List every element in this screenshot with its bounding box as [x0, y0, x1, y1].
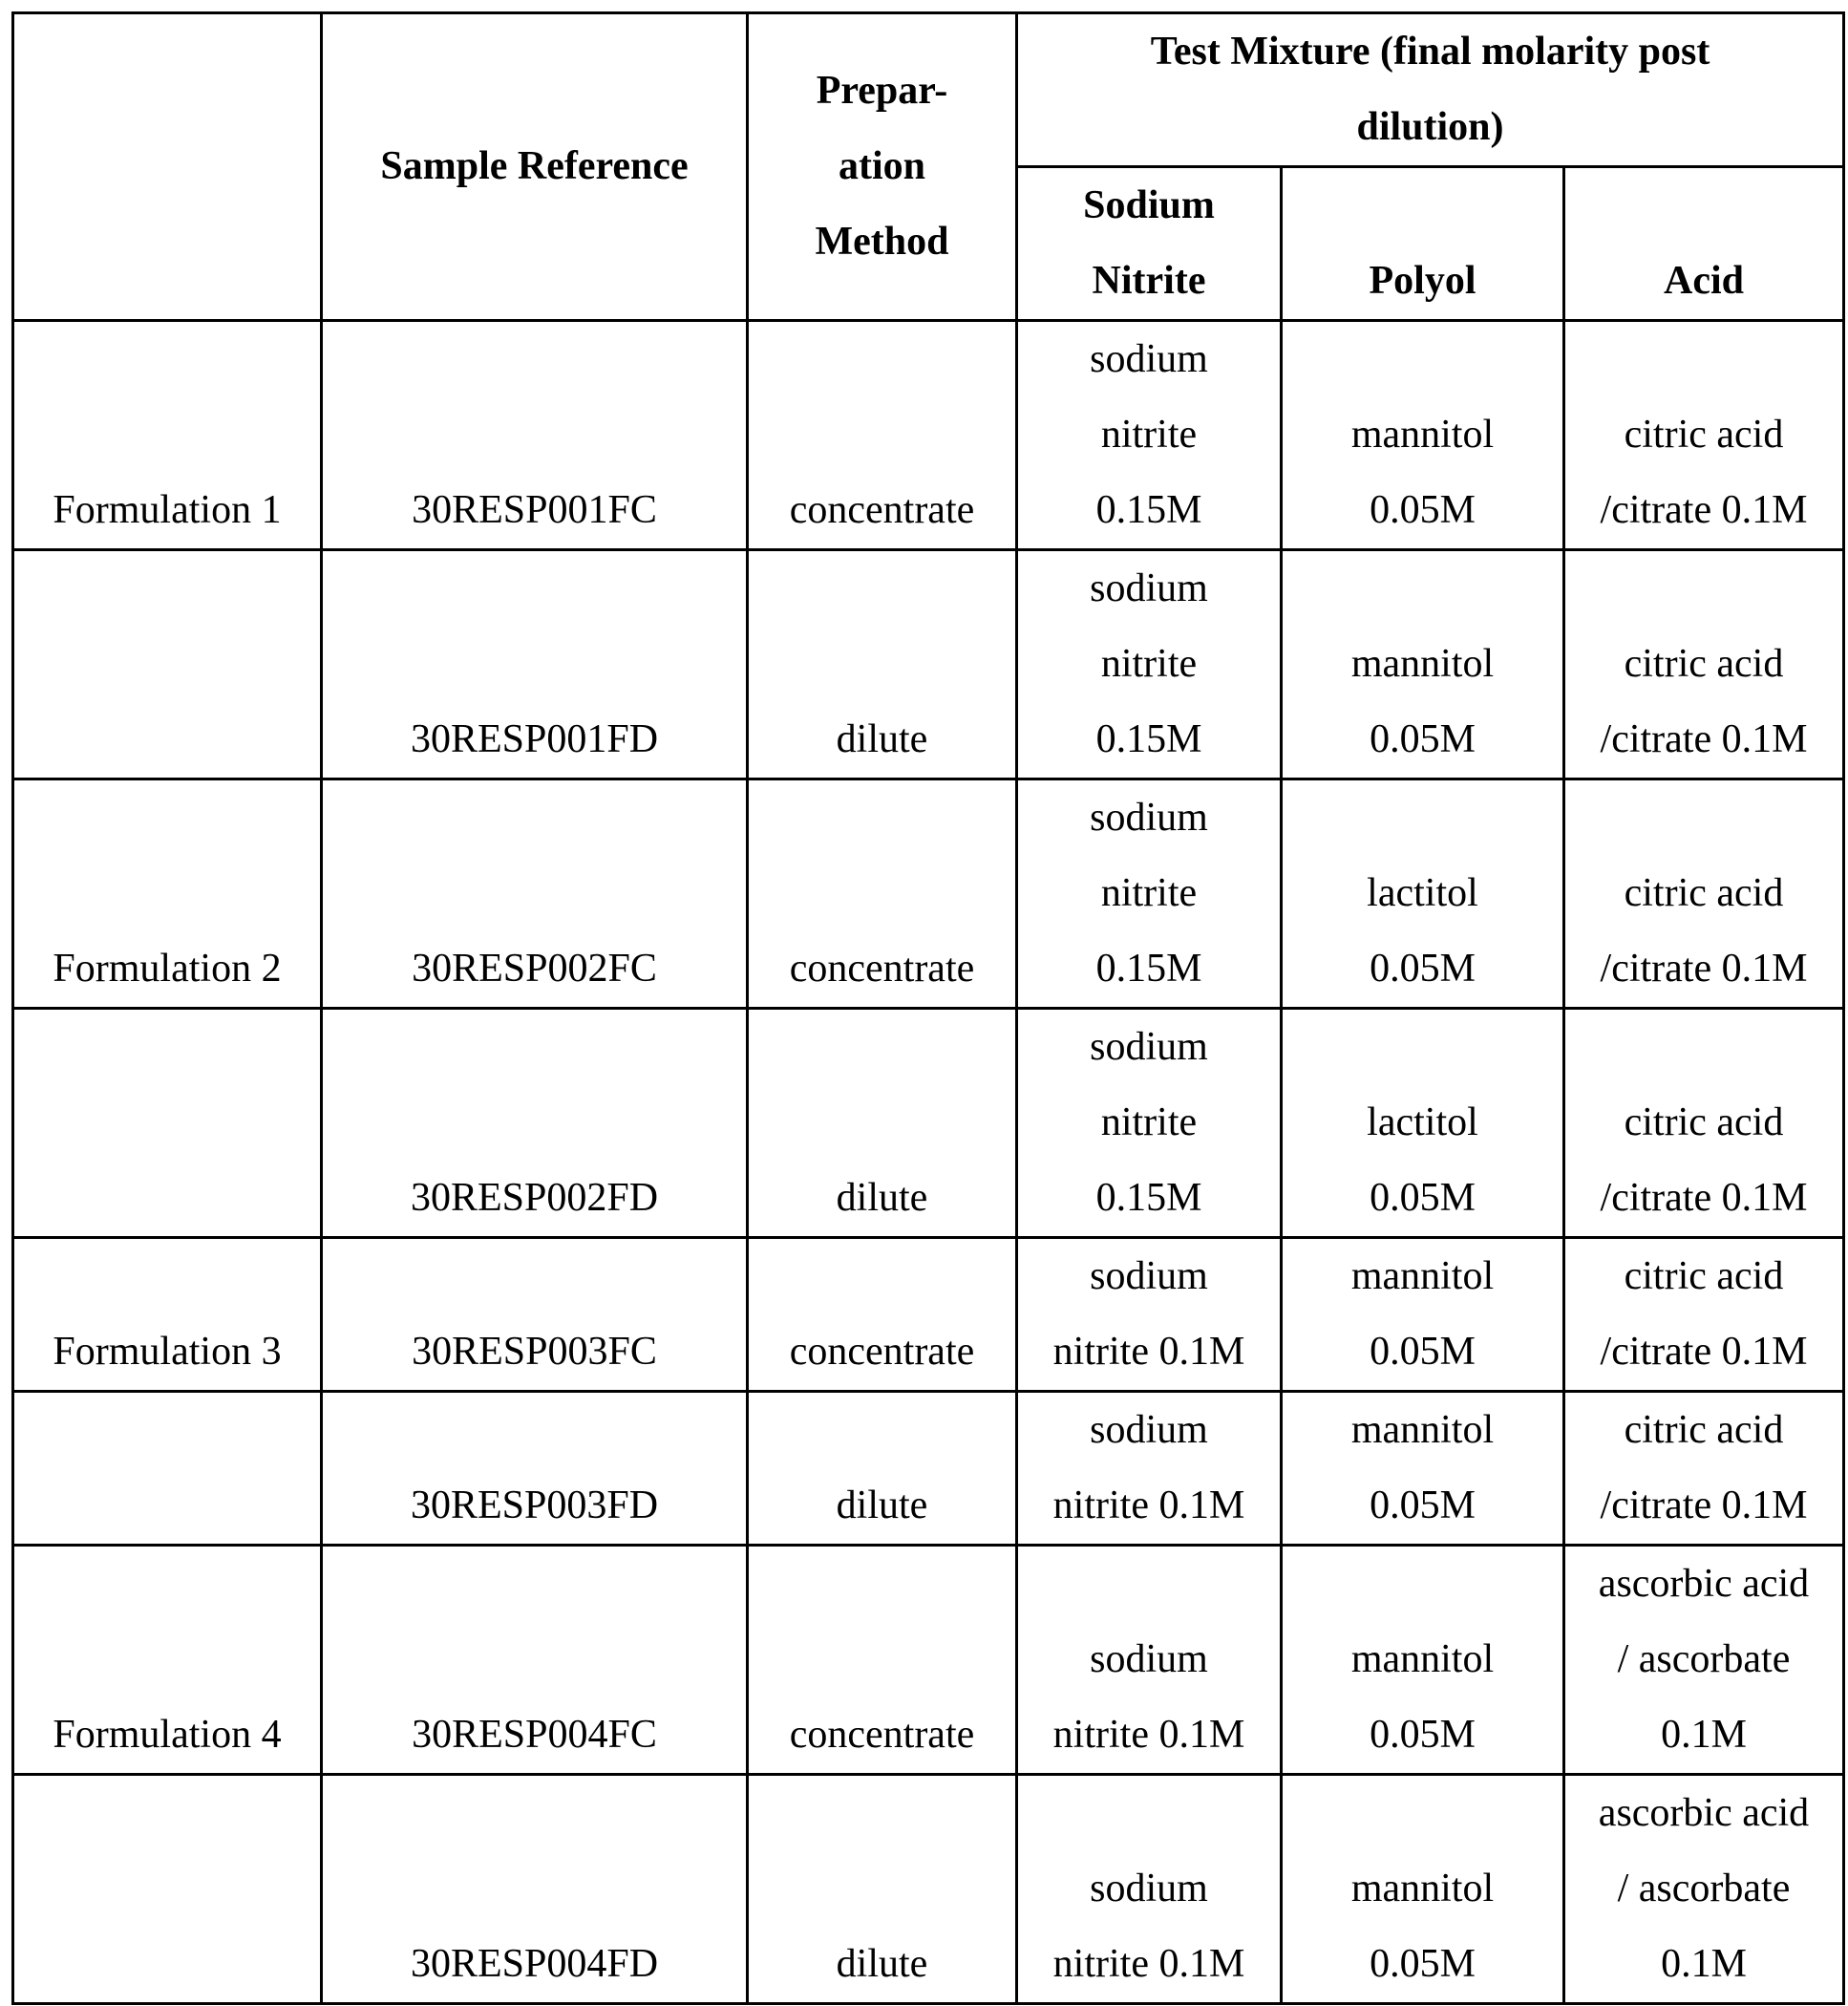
- nitrite-cell: [1017, 1392, 1282, 1546]
- acid-text: /citrate 0.1M: [1600, 488, 1808, 532]
- acid-text: /citrate 0.1M: [1600, 1483, 1808, 1527]
- nitrite-text: sodium: [1090, 1025, 1208, 1069]
- nitrite-text: sodium: [1090, 796, 1208, 840]
- acid-text: ascorbic acid: [1598, 1791, 1810, 1835]
- nitrite-text: 0.15M: [1095, 717, 1202, 761]
- acid-cell: [1564, 779, 1844, 1009]
- nitrite-text: nitrite 0.1M: [1052, 1330, 1245, 1374]
- acid-cell: [1564, 1392, 1844, 1546]
- nitrite-text: 0.15M: [1095, 488, 1202, 532]
- header-sample-reference: Sample Reference: [322, 13, 748, 321]
- acid-text: /citrate 0.1M: [1600, 1330, 1808, 1374]
- sample-reference-cell: 30RESP004FD: [322, 1775, 748, 2004]
- nitrite-text: nitrite: [1100, 642, 1198, 686]
- nitrite-text: nitrite 0.1M: [1052, 1942, 1245, 1986]
- polyol-text: lactitol: [1367, 871, 1478, 915]
- formulation-cell: Formulation 3: [13, 1238, 322, 1392]
- nitrite-text: sodium: [1090, 337, 1208, 381]
- polyol-cell: [1282, 779, 1564, 1009]
- polyol-text: 0.05M: [1370, 947, 1476, 991]
- header-text: ation: [838, 144, 925, 188]
- polyol-cell: [1282, 1238, 1564, 1392]
- header-preparation-method: [748, 13, 1017, 321]
- header-text: Nitrite: [1092, 259, 1206, 303]
- nitrite-text: sodium: [1090, 1408, 1208, 1452]
- polyol-cell: [1282, 1392, 1564, 1546]
- nitrite-cell: [1017, 321, 1282, 550]
- polyol-text: 0.05M: [1370, 1483, 1476, 1527]
- acid-cell: [1564, 1238, 1844, 1392]
- polyol-cell: [1282, 321, 1564, 550]
- nitrite-cell: [1017, 550, 1282, 779]
- acid-text: /citrate 0.1M: [1600, 1176, 1808, 1220]
- header-text: Test Mixture (final molarity post: [1150, 30, 1710, 74]
- acid-text: / ascorbate: [1617, 1637, 1791, 1681]
- nitrite-cell: [1017, 779, 1282, 1009]
- polyol-text: mannitol: [1350, 413, 1495, 457]
- acid-text: citric acid: [1624, 642, 1784, 686]
- nitrite-text: nitrite: [1100, 413, 1198, 457]
- polyol-text: 0.05M: [1370, 1942, 1476, 1986]
- acid-cell: [1564, 1546, 1844, 1775]
- nitrite-cell: [1017, 1009, 1282, 1238]
- acid-text: citric acid: [1624, 1100, 1784, 1144]
- formulation-cell: [13, 1775, 322, 2004]
- polyol-text: 0.05M: [1370, 1176, 1476, 1220]
- header-text: Prepar-: [816, 69, 948, 113]
- polyol-cell: [1282, 550, 1564, 779]
- sample-reference-cell: 30RESP003FC: [322, 1238, 748, 1392]
- formulation-cell: [13, 550, 322, 779]
- acid-text: / ascorbate: [1617, 1867, 1791, 1910]
- polyol-text: 0.05M: [1370, 1713, 1476, 1757]
- header-blank: [13, 13, 322, 321]
- sample-reference-cell: 30RESP004FC: [322, 1546, 748, 1775]
- acid-text: citric acid: [1624, 1408, 1784, 1452]
- acid-text: citric acid: [1624, 871, 1784, 915]
- table-row: [13, 550, 1844, 779]
- preparation-method-cell: dilute: [748, 1009, 1017, 1238]
- nitrite-text: nitrite 0.1M: [1052, 1713, 1245, 1757]
- acid-cell: [1564, 1775, 1844, 2004]
- nitrite-text: 0.15M: [1095, 947, 1202, 991]
- polyol-text: mannitol: [1350, 1637, 1495, 1681]
- preparation-method-cell: concentrate: [748, 779, 1017, 1009]
- header-text: dilution): [1356, 105, 1504, 149]
- header-polyol: Polyol: [1282, 167, 1564, 321]
- nitrite-text: nitrite 0.1M: [1052, 1483, 1245, 1527]
- polyol-text: 0.05M: [1370, 1330, 1476, 1374]
- header-test-mixture: [1017, 13, 1844, 167]
- polyol-text: lactitol: [1367, 1100, 1478, 1144]
- polyol-cell: [1282, 1546, 1564, 1775]
- formulation-table: [11, 11, 1845, 2005]
- table-row: [13, 321, 1844, 550]
- table-row: [13, 779, 1844, 1009]
- acid-cell: [1564, 321, 1844, 550]
- acid-cell: [1564, 1009, 1844, 1238]
- polyol-cell: [1282, 1775, 1564, 2004]
- acid-text: citric acid: [1624, 413, 1784, 457]
- preparation-method-cell: dilute: [748, 550, 1017, 779]
- acid-text: 0.1M: [1661, 1713, 1747, 1757]
- polyol-text: 0.05M: [1370, 488, 1476, 532]
- nitrite-cell: [1017, 1775, 1282, 2004]
- polyol-text: mannitol: [1350, 1408, 1495, 1452]
- formulation-cell: Formulation 1: [13, 321, 322, 550]
- header-text: Sodium: [1083, 183, 1215, 227]
- table-row: [13, 1546, 1844, 1775]
- acid-text: citric acid: [1624, 1254, 1784, 1298]
- nitrite-cell: [1017, 1546, 1282, 1775]
- preparation-method-cell: concentrate: [748, 321, 1017, 550]
- formulation-cell: Formulation 2: [13, 779, 322, 1009]
- polyol-cell: [1282, 1009, 1564, 1238]
- preparation-method-cell: dilute: [748, 1775, 1017, 2004]
- sample-reference-cell: 30RESP001FD: [322, 550, 748, 779]
- header-acid: Acid: [1564, 167, 1844, 321]
- preparation-method-cell: concentrate: [748, 1546, 1017, 1775]
- nitrite-cell: [1017, 1238, 1282, 1392]
- polyol-text: mannitol: [1350, 1867, 1495, 1910]
- nitrite-text: nitrite: [1100, 1100, 1198, 1144]
- acid-text: 0.1M: [1661, 1942, 1747, 1986]
- formulation-cell: [13, 1392, 322, 1546]
- header-sodium-nitrite: [1017, 167, 1282, 321]
- formulation-cell: Formulation 4: [13, 1546, 322, 1775]
- nitrite-text: 0.15M: [1095, 1176, 1202, 1220]
- nitrite-text: nitrite: [1100, 871, 1198, 915]
- nitrite-text: sodium: [1090, 566, 1208, 610]
- sample-reference-cell: 30RESP003FD: [322, 1392, 748, 1546]
- sample-reference-cell: 30RESP001FC: [322, 321, 748, 550]
- nitrite-text: sodium: [1090, 1867, 1208, 1910]
- header-text: Method: [815, 220, 949, 264]
- formulation-cell: [13, 1009, 322, 1238]
- table-row: [13, 1392, 1844, 1546]
- table-row: [13, 1238, 1844, 1392]
- polyol-text: mannitol: [1350, 1254, 1495, 1298]
- acid-text: ascorbic acid: [1598, 1562, 1810, 1606]
- nitrite-text: sodium: [1090, 1637, 1208, 1681]
- acid-text: /citrate 0.1M: [1600, 947, 1808, 991]
- sample-reference-cell: 30RESP002FC: [322, 779, 748, 1009]
- polyol-text: 0.05M: [1370, 717, 1476, 761]
- sample-reference-cell: 30RESP002FD: [322, 1009, 748, 1238]
- nitrite-text: sodium: [1090, 1254, 1208, 1298]
- preparation-method-cell: concentrate: [748, 1238, 1017, 1392]
- acid-text: /citrate 0.1M: [1600, 717, 1808, 761]
- table-row: [13, 1009, 1844, 1238]
- preparation-method-cell: dilute: [748, 1392, 1017, 1546]
- polyol-text: mannitol: [1350, 642, 1495, 686]
- table-row: [13, 1775, 1844, 2004]
- acid-cell: [1564, 550, 1844, 779]
